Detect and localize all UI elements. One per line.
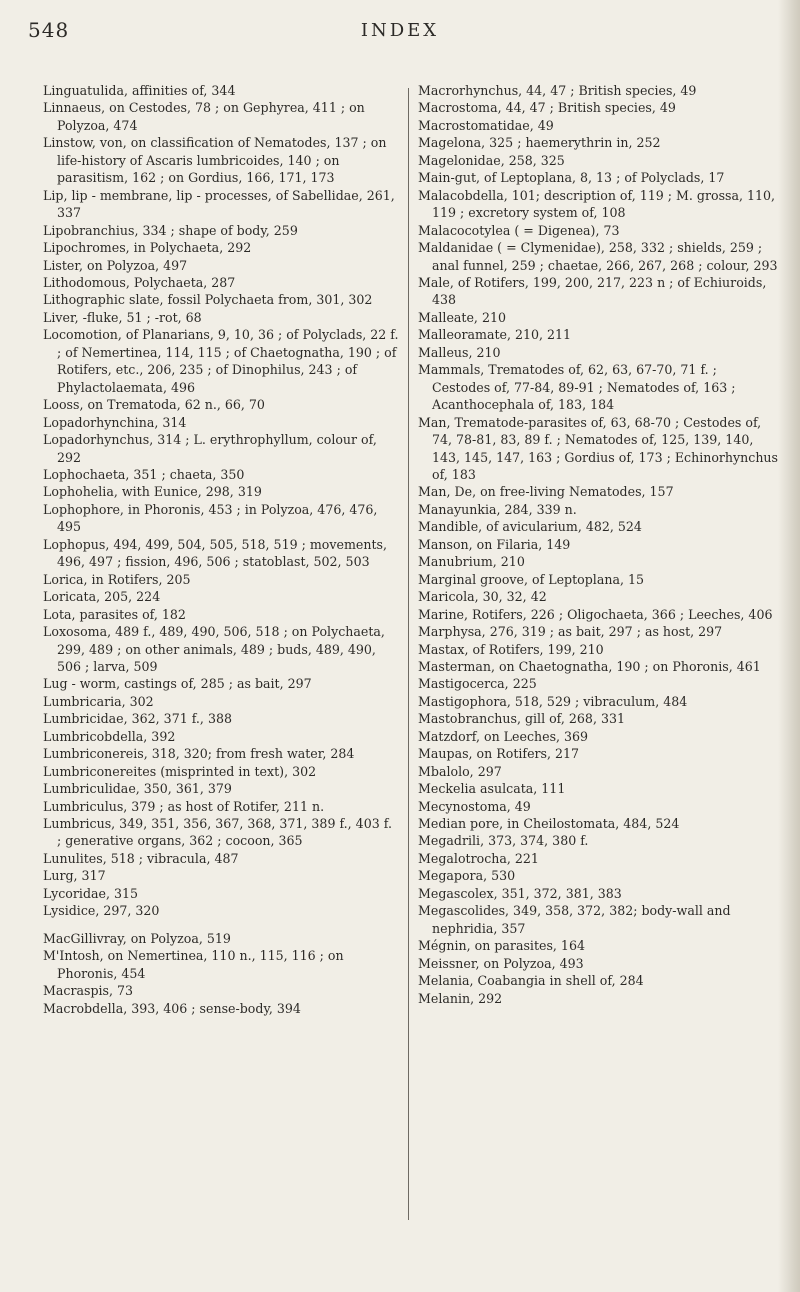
index-entry-text: Lopadorhynchina, 314 [43, 414, 187, 430]
index-entry-text: Macrostomatidae, 49 [418, 117, 554, 133]
index-entry [418, 972, 778, 989]
index-entry [418, 536, 778, 553]
index-entry [43, 815, 399, 850]
index-entry-text: Looss, on Trematoda, 62 n., 66, 70 [43, 397, 265, 413]
index-entry [418, 553, 778, 570]
index-entry-text: Lophophore, in Phoronis, 453 ; in Polyzoa, 476, 476, 495 [43, 501, 378, 535]
index-entry-text: Magelonidae, 258, 325 [418, 152, 565, 168]
index-entry-text: Macrobdella, 393, 406 ; sense-body, 394 [43, 1000, 301, 1016]
index-entry-text: Lip, lip - membrane, lip - processes, of Sabellidae, 261, 337 [43, 187, 395, 221]
index-entry-text: Mastigophora, 518, 529 ; vibraculum, 484 [418, 693, 688, 709]
index-entry-text: Lumbricaria, 302 [43, 693, 154, 709]
index-entry [43, 588, 399, 605]
index-entry [43, 710, 399, 727]
index-entry [43, 274, 399, 291]
index-entry-text: Megascolides, 349, 358, 372, 382; body-wall and nephridia, 357 [418, 903, 731, 936]
index-entry [418, 902, 778, 937]
index-entry-text: Lumbricus, 349, 351, 356, 367, 368, 371, 389 f., 403 f. ; generative organs, 362 ; cocoon, 365 [43, 816, 392, 849]
index-entry-text: Meissner, on Polyzoa, 493 [418, 955, 584, 971]
index-entry-text: Matzdorf, on Leeches, 369 [418, 728, 589, 744]
index-entry-text: Malleoramate, 210, 211 [418, 327, 572, 343]
index-entry [418, 518, 778, 535]
index-entry-text: Manubrium, 210 [418, 554, 525, 570]
index-entry-text: Lopadorhynchus, 314 ; L. erythrophyllum, colour of, 292 [43, 432, 377, 465]
index-entry-text: Macrorhynchus, 44, 47 ; British species, 49 [418, 83, 697, 98]
index-entry [418, 832, 778, 849]
index-entry [418, 571, 778, 588]
page-number: 548 [28, 18, 70, 42]
index-entry-text: Manayunkia, 284, 339 n. [418, 501, 577, 517]
index-entry [43, 606, 399, 623]
index-entry [43, 1000, 399, 1017]
index-entry [418, 152, 778, 169]
index-entry [43, 947, 399, 982]
index-entry-text: Maupas, on Rotifers, 217 [418, 746, 580, 762]
index-entry-text: Mammals, Trematodes of, 62, 63, 67-70, 71 f. ; Cestodes of, 77-84, 89-91 ; Nematodes of, 163 ; Acanthocephala of, 183, 184 [418, 362, 736, 413]
index-entry [43, 82, 399, 99]
index-entry-text: Megapora, 530 [418, 868, 516, 884]
index-entry-text: Mégnin, on parasites, 164 [418, 938, 585, 954]
index-entry-text: Marine, Rotifers, 226 ; Oligochaeta, 366 ; Leeches, 406 [418, 606, 773, 622]
index-entry [43, 257, 399, 274]
index-entry-text: Liver, -fluke, 51 ; -rot, 68 [43, 309, 202, 325]
index-entry [418, 710, 778, 727]
index-entry [418, 728, 778, 745]
index-entry [418, 187, 778, 222]
index-entry-text: Melania, Coabangia in shell of, 284 [418, 973, 644, 989]
index-entry-text: Main-gut, of Leptoplana, 8, 13 ; of Polyclads, 17 [418, 170, 725, 186]
index-entry [418, 274, 778, 309]
index-entry-text: Male, of Rotifers, 199, 200, 217, 223 n ; of Echiuroids, 438 [418, 274, 767, 308]
index-entry-text: Lunulites, 518 ; vibracula, 487 [43, 850, 239, 866]
index-entry-text: Mastigocerca, 225 [418, 676, 537, 692]
index-entry [418, 99, 778, 116]
index-entry [43, 326, 399, 396]
index-entry-text: Mandible, of avicularium, 482, 524 [418, 519, 642, 535]
index-entry-text: Loricata, 205, 224 [43, 589, 161, 605]
index-entry [43, 396, 399, 413]
index-entry [43, 780, 399, 797]
index-entry-text: Mastax, of Rotifers, 199, 210 [418, 641, 604, 657]
index-entry-text: Man, De, on free-living Nematodes, 157 [418, 484, 674, 500]
index-entry [43, 466, 399, 483]
index-entry [418, 867, 778, 884]
index-entry [418, 955, 778, 972]
index-entry [43, 867, 399, 884]
index-entry [418, 641, 778, 658]
index-entry-text: Lorica, in Rotifers, 205 [43, 571, 191, 587]
index-entry-text: Lysidice, 297, 320 [43, 903, 160, 919]
index-entry-text: Mastobranchus, gill of, 268, 331 [418, 711, 625, 727]
index-entry-text: Linstow, von, on classification of Nematodes, 137 ; on life-history of Ascaris lumbricoides, 140 ; on parasitism, 162 ; on Gordius, 166, 171, 173 [43, 135, 387, 186]
index-entry [418, 763, 778, 780]
index-entry-text: Lumbricobdella, 392 [43, 728, 176, 744]
index-entry-text: Lithographic slate, fossil Polychaeta from, 301, 302 [43, 292, 373, 308]
index-entry-text: Marphysa, 276, 319 ; as bait, 297 ; as host, 297 [418, 624, 723, 640]
index-entry [43, 536, 399, 571]
index-entry [418, 414, 778, 484]
index-entry-text: Lipobranchius, 334 ; shape of body, 259 [43, 222, 298, 238]
page-title: INDEX [360, 20, 440, 41]
index-entry-text: Loxosoma, 489 f., 489, 490, 506, 518 ; on Polychaeta, 299, 489 ; on other animals, 489 ; buds, 489, 490, 506 ; larva, 509 [43, 624, 385, 674]
index-entry [418, 606, 778, 623]
index-entry [418, 169, 778, 186]
index-entry-text: Lophopus, 494, 499, 504, 505, 518, 519 ; movements, 496, 497 ; fission, 496, 506 ; statoblast, 502, 503 [43, 536, 387, 570]
index-entry [43, 309, 399, 326]
index-entry [43, 675, 399, 692]
index-column-right [418, 82, 778, 1007]
index-entry [43, 930, 399, 947]
index-entry-text: Median pore, in Cheilostomata, 484, 524 [418, 816, 680, 832]
index-entry-text: Malacobdella, 101; description of, 119 ; M. grossa, 110, 119 ; excretory system of, 108 [418, 187, 776, 221]
index-entry [418, 693, 778, 710]
index-entry [418, 361, 778, 413]
index-entry-text: Megalotrocha, 221 [418, 850, 539, 866]
index-entry [418, 850, 778, 867]
index-entry [43, 501, 399, 536]
column-divider [408, 88, 409, 1220]
index-entry [43, 291, 399, 308]
index-entry [43, 745, 399, 762]
index-entry [43, 134, 399, 186]
index-entry [418, 798, 778, 815]
index-entry-text: Linguatulida, affinities of, 344 [43, 83, 236, 98]
index-entry [43, 99, 399, 134]
index-entry [418, 658, 778, 675]
index-entry-text: Maldanidae ( = Clymenidae), 258, 332 ; shields, 259 ; anal funnel, 259 ; chaetae, 266, 267, 268 ; colour, 293 [418, 240, 778, 273]
index-entry-text: MacGillivray, on Polyzoa, 519 [43, 930, 231, 946]
index-entry-text: Lug - worm, castings of, 285 ; as bait, 297 [43, 676, 312, 692]
index-entry-text: Macraspis, 73 [43, 983, 134, 999]
index-entry-text: Lycoridae, 315 [43, 885, 139, 901]
index-entry [43, 885, 399, 902]
index-entry-text: Malacocotylea ( = Digenea), 73 [418, 222, 620, 238]
index-entry [418, 623, 778, 640]
index-entry [418, 937, 778, 954]
index-entry-text: Mbalolo, 297 [418, 763, 502, 779]
index-entry [418, 82, 778, 99]
index-entry-text: Lumbriconereites (misprinted in text), 302 [43, 763, 317, 779]
index-entry [418, 326, 778, 343]
index-entry-text: Locomotion, of Planarians, 9, 10, 36 ; of Polyclads, 22 f. ; of Nemertinea, 114, 115 ; of Chaetognatha, 190 ; of Rotifers, etc., 206, 235 ; of Dinophilus, 243 ; of Phylactolaemata, 496 [43, 327, 399, 395]
page-edge-shadow [778, 0, 800, 1292]
index-entry-text: Lithodomous, Polychaeta, 287 [43, 274, 236, 290]
index-entry [418, 815, 778, 832]
index-entry-text: Linnaeus, on Cestodes, 78 ; on Gephyrea, 411 ; on Polyzoa, 474 [43, 100, 365, 133]
index-entry [43, 763, 399, 780]
index-entry-text: Melanin, 292 [418, 990, 503, 1006]
index-entry-text: Lota, parasites of, 182 [43, 606, 186, 622]
index-entry-text: Lurg, 317 [43, 868, 106, 884]
index-entry-text: Masterman, on Chaetognatha, 190 ; on Phoronis, 461 [418, 658, 761, 674]
index-entry [43, 483, 399, 500]
index-entry-text: Lophochaeta, 351 ; chaeta, 350 [43, 466, 245, 482]
index-entry [418, 780, 778, 797]
index-entry-text: Maricola, 30, 32, 42 [418, 589, 547, 605]
index-entry [418, 588, 778, 605]
index-entry-text: Megadrili, 373, 374, 380 f. [418, 833, 589, 849]
page-header [0, 18, 800, 58]
index-entry-text: Lumbriconereis, 318, 320; from fresh water, 284 [43, 746, 355, 762]
index-entry [43, 414, 399, 431]
index-entry [418, 134, 778, 151]
index-entry-text: Lumbriculus, 379 ; as host of Rotifer, 211 n. [43, 798, 325, 814]
index-entry-text: Lumbricidae, 362, 371 f., 388 [43, 711, 232, 727]
index-entry-text: Lipochromes, in Polychaeta, 292 [43, 240, 252, 256]
index-entry-text: Macrostoma, 44, 47 ; British species, 49 [418, 100, 676, 116]
index-entry [43, 187, 399, 222]
index-entry [418, 675, 778, 692]
index-entry-text: Lister, on Polyzoa, 497 [43, 257, 188, 273]
index-entry [418, 239, 778, 274]
index-entry [43, 982, 399, 999]
index-entry-text: Lophohelia, with Eunice, 298, 319 [43, 484, 262, 500]
index-entry [418, 483, 778, 500]
index-entry [418, 309, 778, 326]
index-entry [43, 239, 399, 256]
index-entry-text: Meckelia asulcata, 111 [418, 781, 566, 797]
index-entry [418, 501, 778, 518]
index-entry [418, 344, 778, 361]
index-entry [43, 431, 399, 466]
index-entry [43, 798, 399, 815]
index-entry-text: Lumbriculidae, 350, 361, 379 [43, 781, 232, 797]
index-column-left [43, 82, 399, 1017]
index-entry [43, 623, 399, 675]
index-entry [43, 902, 399, 919]
index-entry-text: Marginal groove, of Leptoplana, 15 [418, 571, 644, 587]
index-entry [43, 571, 399, 588]
index-entry-text: Malleus, 210 [418, 344, 501, 360]
index-entry-text: Malleate, 210 [418, 309, 506, 325]
index-entry-text: Man, Trematode-parasites of, 63, 68-70 ; Cestodes of, 74, 78-81, 83, 89 f. ; Nematodes of, 125, 139, 140, 143, 145, 147, 163 ; Gordius of, 173 ; Echinorhynchus of, 183 [418, 414, 779, 482]
index-entry [43, 850, 399, 867]
index-entry [418, 117, 778, 134]
index-entry [43, 222, 399, 239]
index-entry [418, 885, 778, 902]
index-entry-text: M'Intosh, on Nemertinea, 110 n., 115, 116 ; on Phoronis, 454 [43, 948, 344, 981]
index-entry-text: Megascolex, 351, 372, 381, 383 [418, 885, 622, 901]
index-entry-text: Mecynostoma, 49 [418, 798, 531, 814]
index-entry-text: Manson, on Filaria, 149 [418, 536, 571, 552]
index-entry [418, 222, 778, 239]
index-entry [418, 990, 778, 1007]
index-entry [43, 693, 399, 710]
index-entry [418, 745, 778, 762]
index-entry-text: Magelona, 325 ; haemerythrin in, 252 [418, 135, 661, 151]
index-entry [43, 728, 399, 745]
